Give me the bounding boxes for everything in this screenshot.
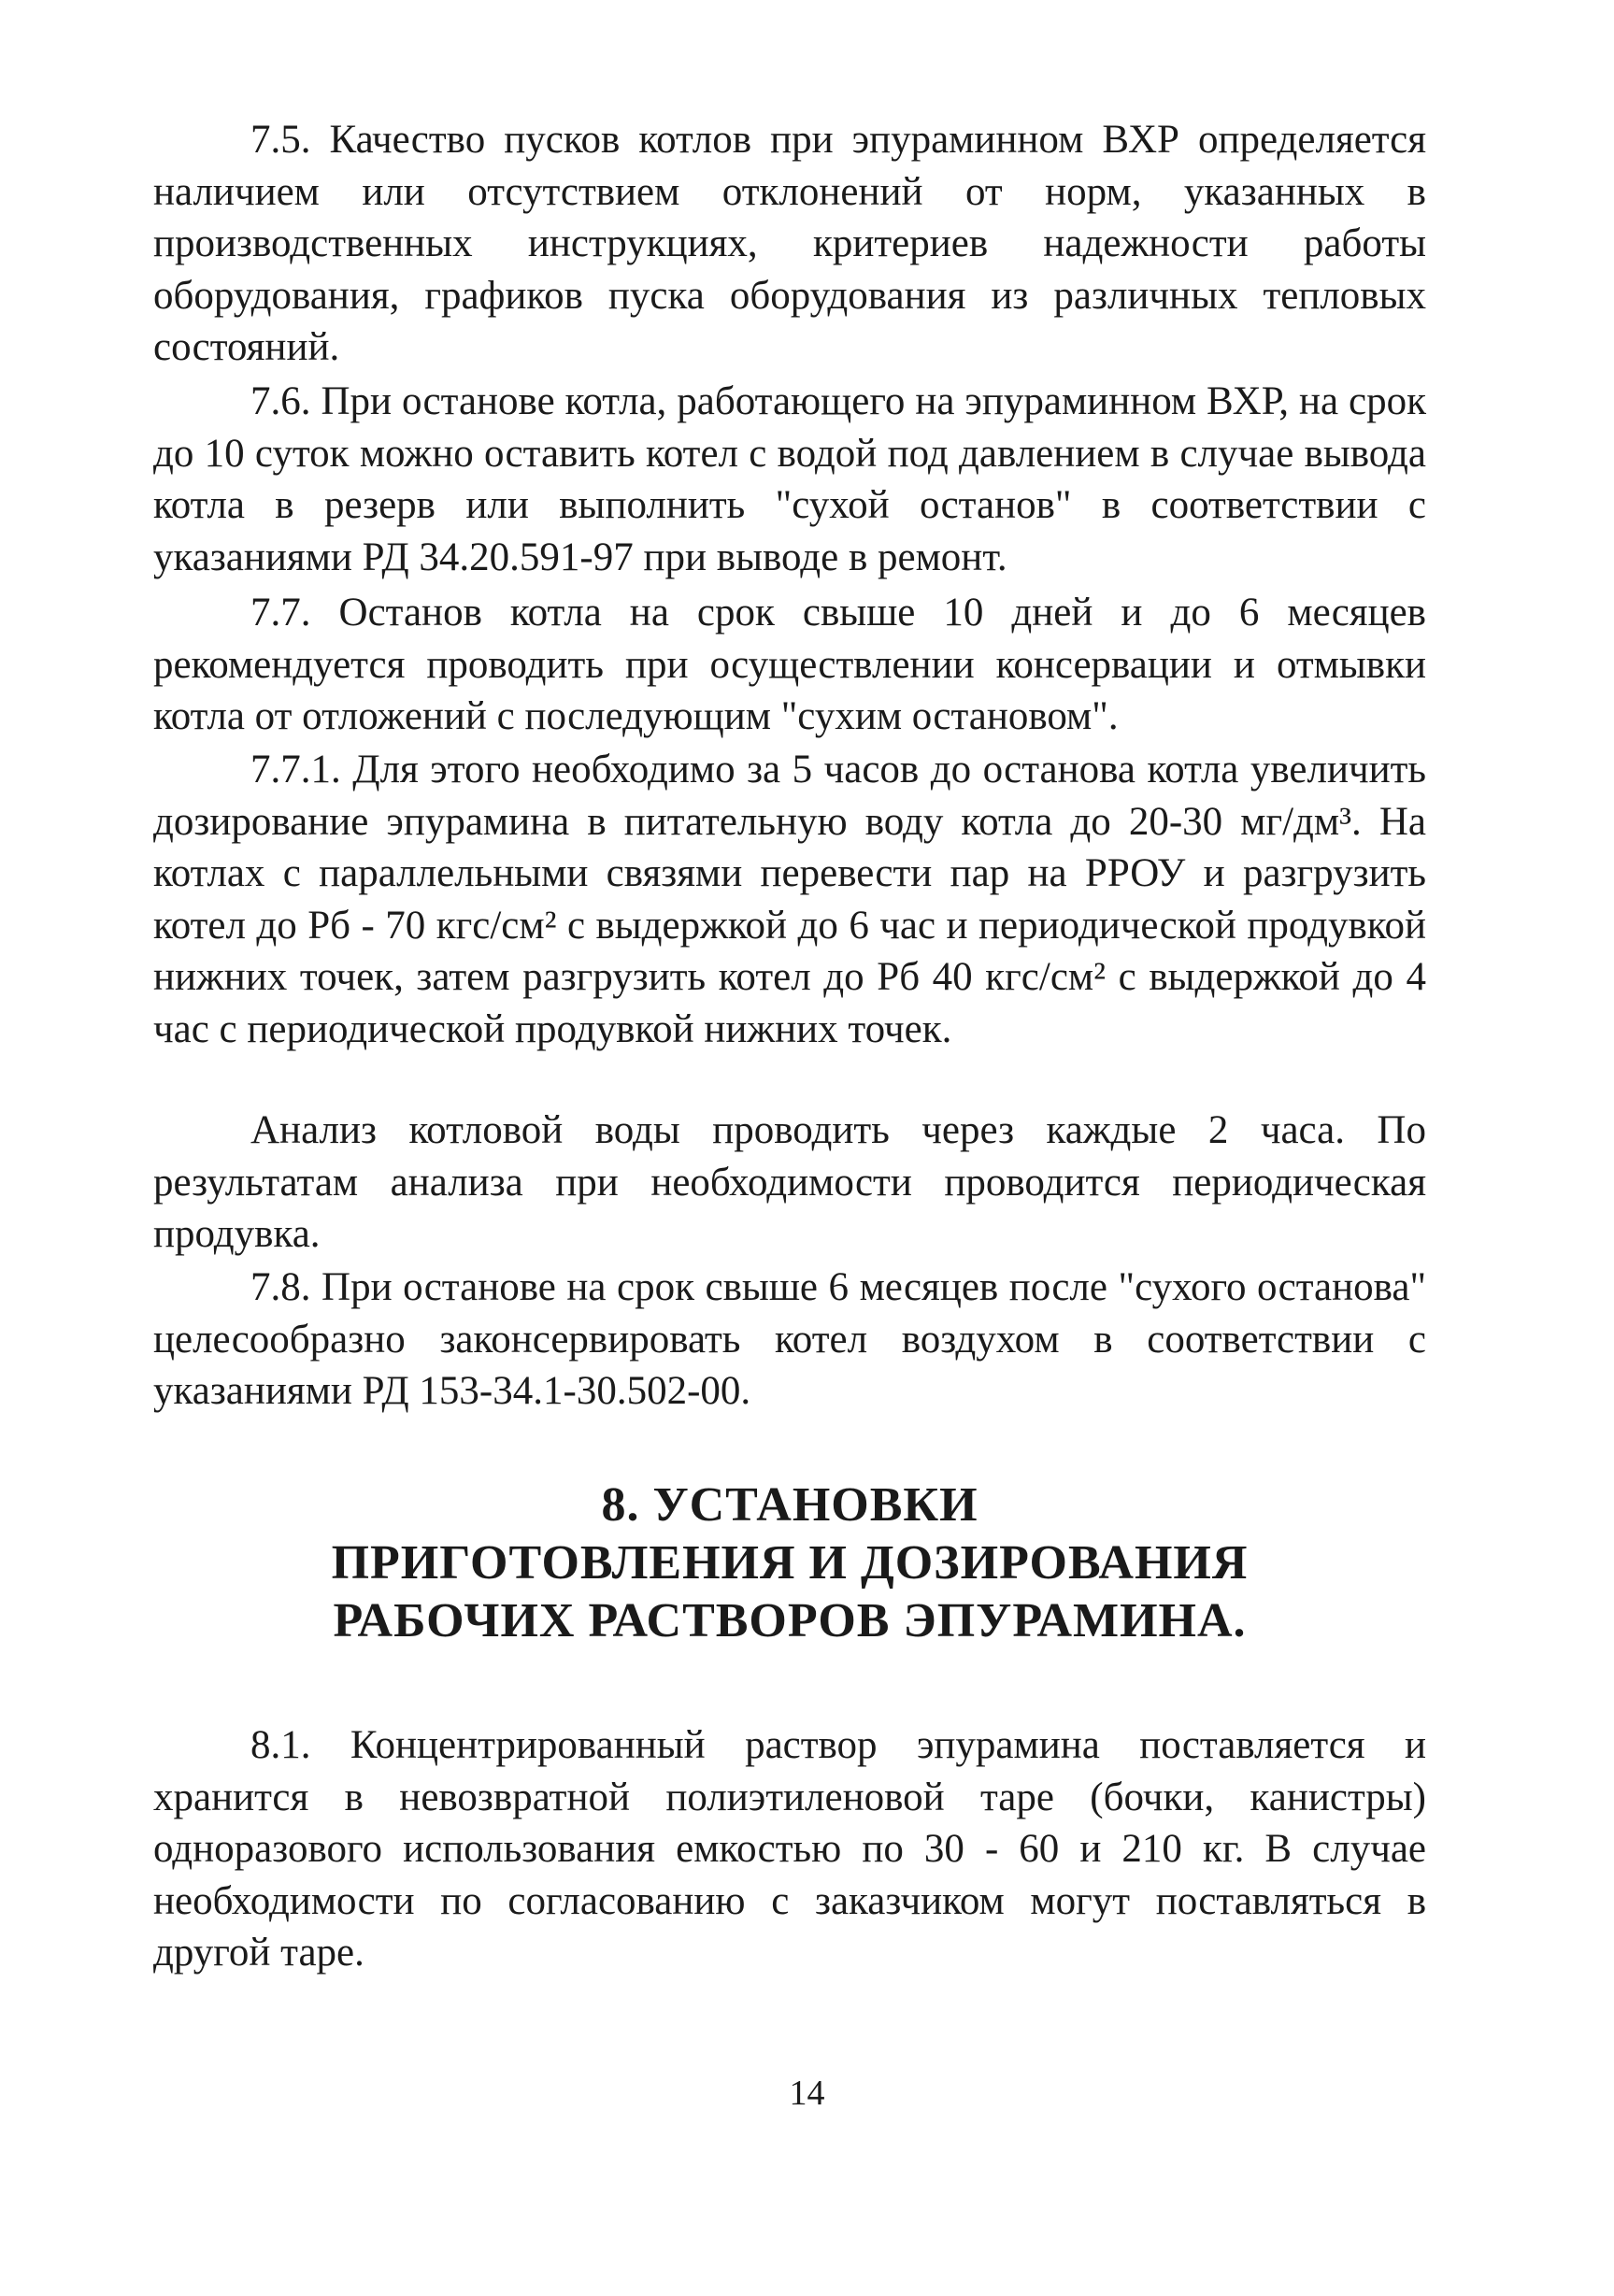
section-heading-line-3: РАБОЧИХ РАСТВОРОВ ЭПУРАМИНА.	[333, 1594, 1247, 1647]
paragraph-7-5: 7.5. Качество пусков котлов при эпураминном ВХР определяется наличием или отсутствием отклонений от норм, указанных в производственных инструкциях, критериев надежности работы оборудования, графиков пуска оборудования из различных тепловых состояний.	[153, 118, 1426, 369]
paragraph-8-1: 8.1. Концентрированный раствор эпурамина поставляется и хранится в невозвратной полиэтиленовой таре (бочки, канистры) одноразового использования емкостью по 30 - 60 и 210 кг. В случае необходимости по согласованию с заказчиком могут поставляться в другой таре.	[153, 1723, 1426, 1975]
section-heading-line-2: ПРИГОТОВЛЕНИЯ И ДОЗИРОВАНИЯ	[331, 1536, 1249, 1590]
paragraph-7-7: 7.7. Останов котла на срок свыше 10 дней и до 6 месяцев рекомендуется проводить при осуществлении консервации и отмывки котла от отложений с последующим "сухим остановом".	[153, 591, 1426, 738]
paragraph-7-6: 7.6. При останове котла, работающего на эпураминном ВХР, на срок до 10 суток можно оставить котел с водой под давлением в случае вывода котла в резерв или выполнить "сухой останов" в соответствии с указаниями РД 34.20.591-97 при выводе в ремонт.	[153, 379, 1426, 579]
section-heading-line-1: 8. УСТАНОВКИ	[601, 1478, 978, 1532]
paragraph-7-7-1: 7.7.1. Для этого необходимо за 5 часов до останова котла увеличить дозирование эпурамина в питательную воду котла до 20-30 мг/дм³. На котлах с параллельными связями перевести пар на РРОУ и разгрузить котел до Pб - 70 кгс/см² с выдержкой до 6 час и периодической продувкой нижних точек, затем разгрузить котел до Pб 40 кгс/см² с выдержкой до 4 час с периодической продувкой нижних точек.	[153, 748, 1426, 1051]
section-heading	[153, 1476, 1426, 1650]
paragraph-7-8: 7.8. При останове на срок свыше 6 месяцев после "сухого останова" целесообразно законсервировать котел воздухом в соответствии с указаниями РД 153-34.1-30.502-00.	[153, 1265, 1426, 1413]
paragraph-analysis: Анализ котловой воды проводить через каждые 2 часа. По результатам анализа при необходимости проводится периодическая продувка.	[153, 1108, 1426, 1256]
page-number: 14	[789, 2074, 825, 2113]
